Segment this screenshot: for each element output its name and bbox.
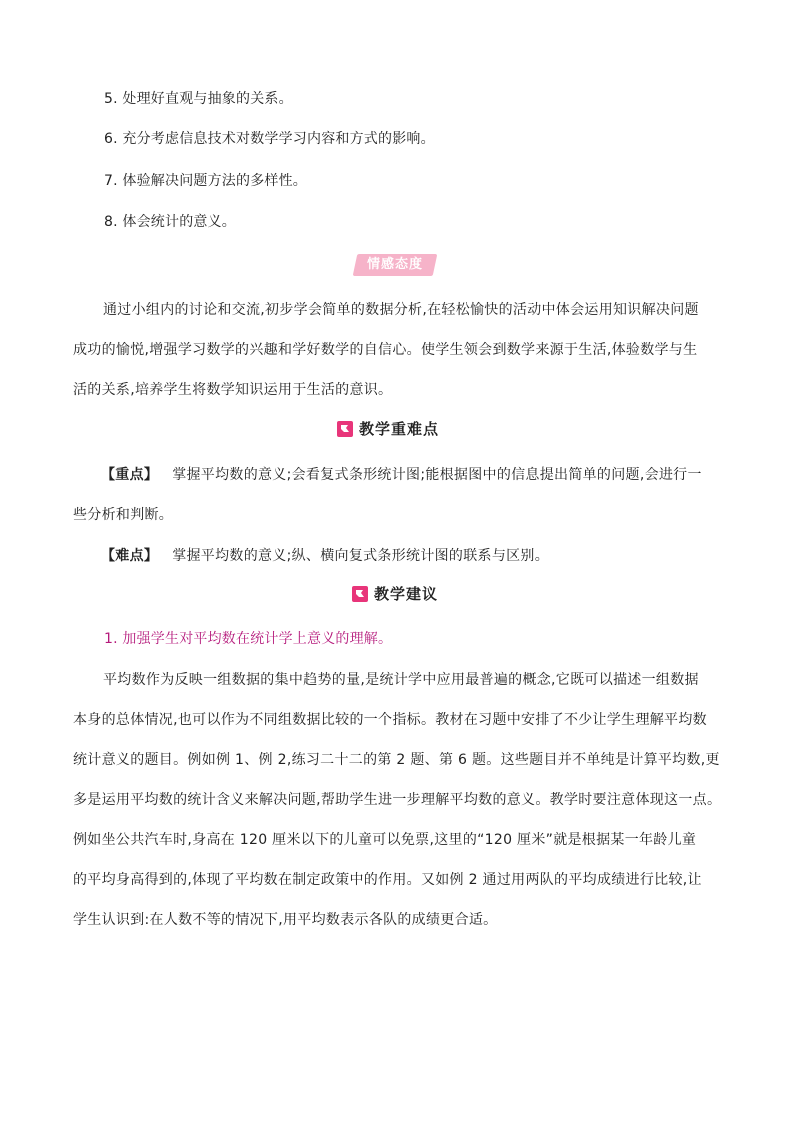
- emotion-tag: 情感态度: [366, 257, 423, 272]
- list-item: 5. 处理好直观与抽象的关系。: [104, 91, 293, 107]
- pink-bookmark-arrow-icon: [352, 586, 368, 602]
- paragraph-line: 本身的总体情况,也可以作为不同组数据比较的一个指标。教材在习题中安排了不少让学生理解平均数: [73, 712, 707, 728]
- paragraph-line: 的平均身高得到的,体现了平均数在制定政策中的作用。又如例 2 通过用两队的平均成绩进行比较,让: [73, 872, 702, 888]
- emotion-paragraph: [73, 290, 721, 410]
- suggestion-subheading: 1. 加强学生对平均数在统计学上意义的理解。: [104, 631, 393, 647]
- paragraph-line: 平均数作为反映一组数据的集中趋势的量,是统计学中应用最普遍的概念,它既可以描述一组数据: [103, 672, 699, 688]
- section-heading-key-points: [337, 417, 439, 441]
- paragraph-line: 多是运用平均数的统计含义来解决问题,帮助学生进一步理解平均数的意义。教学时要注意体现这一点。: [73, 792, 722, 808]
- focus-paragraph: [73, 455, 721, 535]
- section-title: 教学建议: [374, 585, 439, 603]
- focus-text: 掌握平均数的意义;会看复式条形统计图;能根据图中的信息提出简单的问题,会进行一: [172, 467, 702, 483]
- section-title: 教学重难点: [359, 420, 440, 438]
- section-heading-suggestions: [352, 582, 438, 606]
- focus-line-1: [73, 455, 721, 495]
- focus-label: 【重点】: [101, 467, 159, 483]
- list-item: 8. 体会统计的意义。: [104, 214, 237, 230]
- paragraph-line: 例如坐公共汽车时,身高在 120 厘米以下的儿童可以免票,这里的“120 厘米”就是根据某一年龄儿童: [73, 832, 697, 848]
- paragraph-line: 活的关系,培养学生将数学知识运用于生活的意识。: [73, 382, 393, 398]
- difficulty-line: [73, 536, 721, 576]
- list-item: 6. 充分考虑信息技术对数学学习内容和方式的影响。: [104, 131, 435, 147]
- pink-bookmark-arrow-icon: [337, 421, 353, 437]
- difficulty-text: 掌握平均数的意义;纵、横向复式条形统计图的联系与区别。: [172, 548, 550, 564]
- paragraph-line: 些分析和判断。: [73, 507, 174, 523]
- difficulty-paragraph: [73, 536, 721, 576]
- paragraph-line: 学生认识到:在人数不等的情况下,用平均数表示各队的成绩更合适。: [73, 912, 498, 928]
- paragraph-line: 通过小组内的讨论和交流,初步学会简单的数据分析,在轻松愉快的活动中体会运用知识解决问题: [103, 302, 699, 318]
- suggestions-paragraph: [73, 660, 721, 940]
- difficulty-label: 【难点】: [101, 548, 159, 564]
- list-item: 7. 体验解决问题方法的多样性。: [104, 173, 308, 189]
- paragraph-line: 成功的愉悦,增强学习数学的兴趣和学好数学的自信心。使学生领会到数学来源于生活,体验数学与生: [73, 342, 698, 358]
- paragraph-line: 统计意义的题目。例如例 1、例 2,练习二十二的第 2 题、第 6 题。这些题目并不单纯是计算平均数,更: [73, 752, 720, 768]
